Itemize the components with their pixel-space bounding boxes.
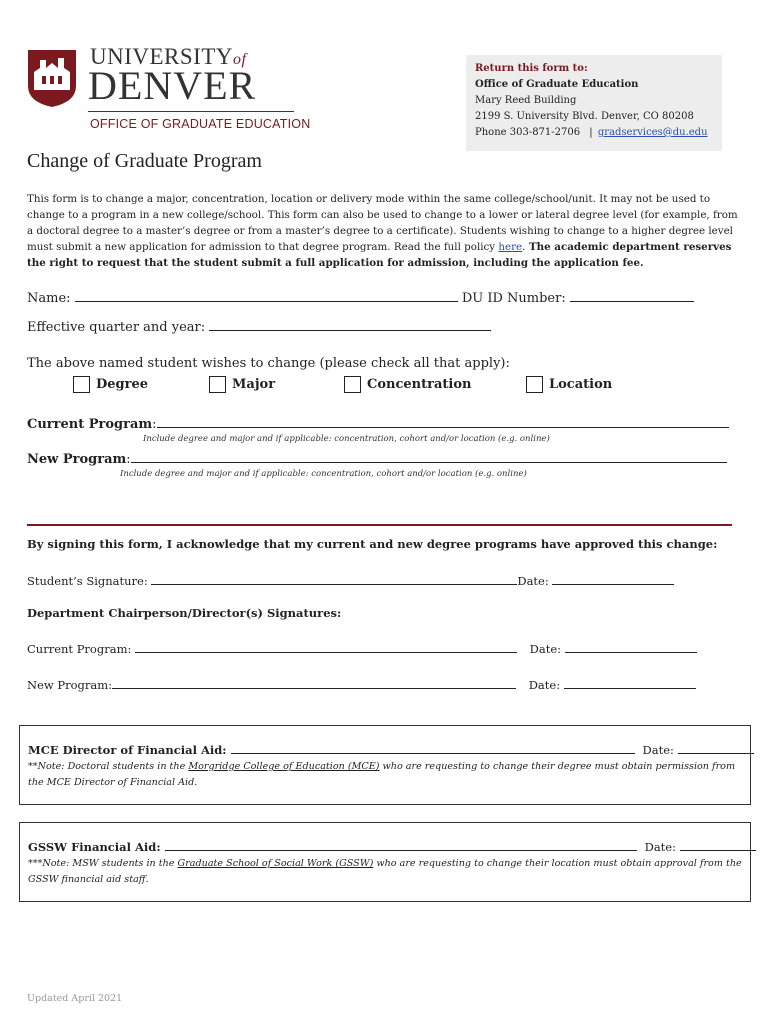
intro-period: .: [522, 241, 526, 253]
gssw-signature-row: [28, 838, 756, 854]
du-building-shield-icon: [26, 46, 78, 108]
effective-label: Effective quarter and year:: [27, 320, 206, 335]
colon: :: [126, 452, 131, 467]
effective-field[interactable]: [209, 318, 491, 331]
new-program-signature-row: [27, 676, 696, 692]
logo-denver-text: DENVER: [88, 63, 257, 108]
checkbox-label: Concentration: [367, 377, 472, 392]
mce-date-field[interactable]: [678, 741, 754, 754]
checkbox-label: Location: [549, 377, 613, 392]
current-program-date-field[interactable]: [565, 640, 697, 653]
date-label: Date:: [517, 574, 549, 588]
return-address-box: [466, 55, 722, 151]
email-link[interactable]: gradservices@du.edu: [597, 127, 708, 138]
return-phone-line: [475, 127, 708, 138]
gssw-date-field[interactable]: [680, 838, 756, 851]
gssw-note: [28, 856, 744, 888]
current-program-signature-field[interactable]: [135, 640, 517, 653]
du-id-label: DU ID Number:: [461, 291, 566, 306]
return-title: Return this form to:: [475, 63, 588, 74]
policy-link[interactable]: here: [498, 241, 523, 253]
current-program-label: Current Program: [27, 417, 153, 432]
colon: :: [152, 417, 157, 432]
mce-financial-aid-box: [19, 725, 751, 805]
intro-text: This form is to change a major, concentration, location or delivery mode within the same college/school/unit. It may not be used to change to a program in a new college/school. This form can also be used to change to a lower or lateral degree level (for example, from a doctoral degree to a master’s degree or from a master’s degree to a certificate). Students wishing to change to a higher degree level must submit a new application for admission to that degree program. Read the full policy: [27, 193, 738, 253]
checkbox-box[interactable]: [73, 376, 90, 393]
checkbox-box[interactable]: [344, 376, 361, 393]
return-address: 2199 S. University Blvd. Denver, CO 80208: [475, 111, 694, 122]
du-id-field[interactable]: [570, 289, 694, 302]
gssw-note-pre: ***Note: MSW students in the: [28, 858, 178, 869]
return-office: Office of Graduate Education: [475, 79, 639, 90]
acknowledge-text: By signing this form, I acknowledge that my current and new degree programs have approved this change:: [27, 537, 718, 551]
separator: |: [589, 127, 593, 138]
intro-bold-text: The academic department reserves the right to request that the student submit a full application for admission, including the application fee.: [27, 241, 732, 269]
checkbox-label: Major: [232, 377, 276, 392]
checkbox-box[interactable]: [526, 376, 543, 393]
mce-signature-field[interactable]: [231, 741, 635, 754]
checkbox-location[interactable]: [526, 374, 612, 393]
page-title: Change of Graduate Program: [27, 150, 262, 172]
logo-university-text: UNIVERSITYof: [90, 44, 247, 69]
student-signature-field[interactable]: [151, 572, 517, 585]
gssw-link[interactable]: Graduate School of Social Work (GSSW): [177, 858, 374, 869]
footer-updated: Updated April 2021: [27, 993, 123, 1004]
checkbox-label: Degree: [96, 377, 149, 392]
checkbox-degree[interactable]: [73, 374, 148, 393]
new-program-date-field[interactable]: [564, 676, 696, 689]
mce-note-post: who are requesting to change their degree must obtain permission from the MCE Director of Financial Aid.: [28, 761, 736, 788]
name-row: [27, 289, 694, 306]
gssw-financial-aid-box: [19, 822, 751, 902]
new-program-field[interactable]: [131, 450, 727, 463]
dept-signatures-heading: Department Chairperson/Director(s) Signatures:: [27, 606, 342, 620]
name-field[interactable]: [75, 289, 458, 302]
mce-signature-row: [28, 741, 754, 757]
mce-note-pre: **Note: Doctoral students in the: [28, 761, 189, 772]
gssw-signature-field[interactable]: [165, 838, 637, 851]
date-label: Date:: [528, 678, 561, 692]
return-phone: Phone 303-871-2706: [475, 127, 581, 138]
mce-title: MCE Director of Financial Aid:: [28, 743, 227, 757]
checkbox-box[interactable]: [209, 376, 226, 393]
new-program-label: New Program: [27, 452, 127, 467]
effective-row: [27, 318, 491, 335]
name-label: Name:: [27, 291, 71, 306]
student-signature-label: Student’s Signature:: [27, 574, 148, 588]
mce-note: [28, 759, 744, 791]
new-program-signature-field[interactable]: [112, 676, 516, 689]
wishes-text: The above named student wishes to change (please check all that apply):: [27, 356, 510, 371]
checkbox-concentration[interactable]: [344, 374, 471, 393]
date-label: Date:: [644, 840, 676, 854]
new-program-sig-label: New Program:: [27, 678, 113, 692]
checkbox-major[interactable]: [209, 374, 275, 393]
logo-office-text: OFFICE OF GRADUATE EDUCATION: [90, 117, 311, 131]
gssw-title: GSSW Financial Aid:: [28, 840, 161, 854]
mce-link[interactable]: Morgridge College of Education (MCE): [188, 761, 380, 772]
section-divider: [27, 524, 732, 526]
new-program-hint: Include degree and major and if applicable: concentration, cohort and/or location (e.g. online): [120, 469, 527, 479]
date-label: Date:: [529, 642, 562, 656]
intro-paragraph: [27, 191, 745, 271]
student-date-field[interactable]: [552, 572, 674, 585]
gssw-note-post: who are requesting to change their location must obtain approval from the GSSW financial aid staff.: [28, 858, 742, 885]
student-signature-row: [27, 572, 674, 588]
logo-divider: [88, 111, 294, 112]
current-program-row: [27, 415, 729, 432]
current-program-field[interactable]: [157, 415, 729, 428]
current-program-hint: Include degree and major and if applicable: concentration, cohort and/or location (e.g. online): [143, 434, 550, 444]
new-program-row: [27, 450, 727, 467]
return-building: Mary Reed Building: [475, 95, 577, 106]
date-label: Date:: [642, 743, 674, 757]
current-program-sig-label: Current Program:: [27, 642, 132, 656]
current-program-signature-row: [27, 640, 697, 656]
